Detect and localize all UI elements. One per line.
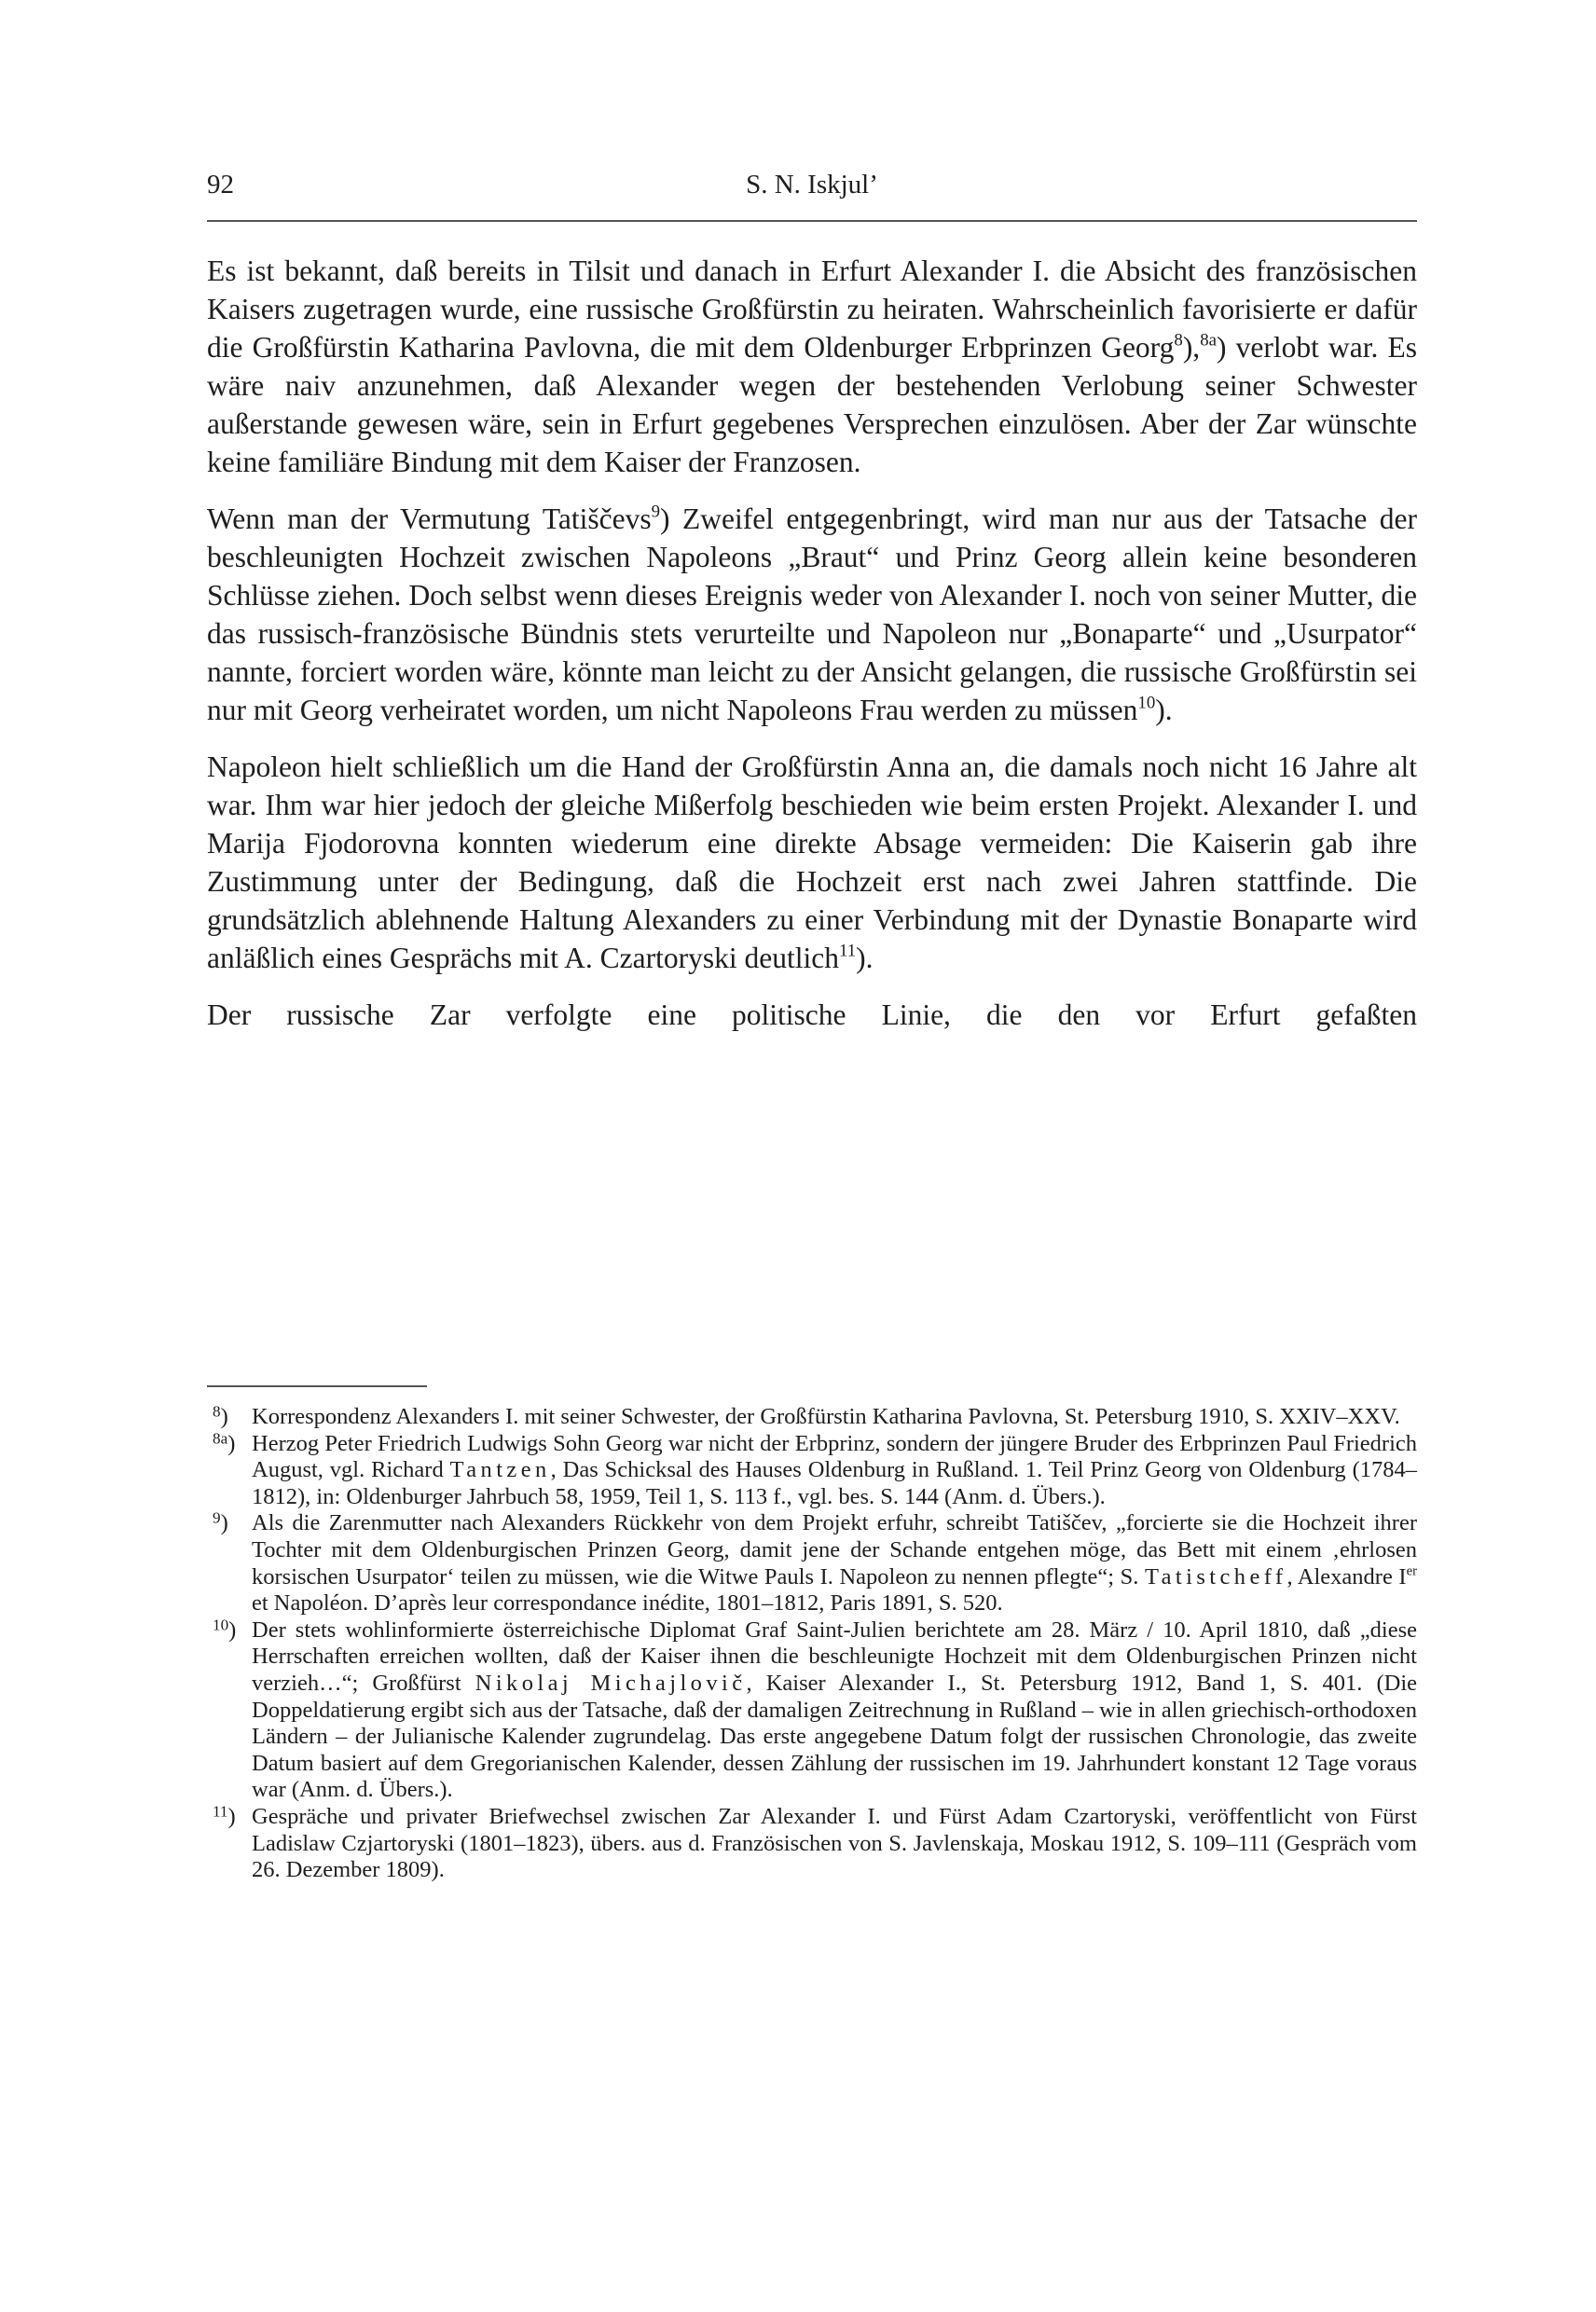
footnote-reference: 8a xyxy=(1200,330,1218,351)
author-name-spaced: Tatistcheff xyxy=(1144,1563,1287,1590)
footnote-reference: 8 xyxy=(1174,330,1183,351)
text-run: ) Zweifel entgegenbringt, wird man nur aus der Tatsache der beschleunigten Hochzeit zwischen Napoleons „Braut“ und Prinz Georg allein keine besonderen Schlüsse ziehen. Doch selbst wenn dieses Ereignis weder von Alexander I. noch von seiner Mutter, die das russisch-französische Bündnis stets verurteilte und Napoleon nur „Bonaparte“ und „Usurpator“ nannte, forciert worden wäre, könnte man leicht zu der Ansicht gelangen, die russische Großfürstin sei nur mit Georg verheiratet worden, um nicht Napoleons Frau werden zu müssen xyxy=(207,502,1417,726)
text-run: Napoleon hielt schließlich um die Hand der Großfürstin Anna an, die damals noch nicht 16 Jahre alt war. Ihm war hier jedoch der gleiche Mißerfolg beschieden wie beim ersten Projekt. Alexander I. und Marija Fjodorovna konnten wiederum eine direkte Absage vermeiden: Die Kaiserin gab ihre Zustimmung unter der Bedingung, daß die Hochzeit erst nach zwei Jahren stattfinde. Die grundsätzlich ablehnende Haltung Alexanders zu einer Verbindung mit der Dynastie Bonaparte wird anläßlich eines Gesprächs mit A. Czartoryski deutlich xyxy=(207,750,1417,974)
footnote-marker: $^{11}$) xyxy=(213,1802,236,1829)
footnote-reference: 11 xyxy=(838,941,857,961)
text-run: Wenn man der Vermutung Tatiščevs xyxy=(207,502,652,535)
text-run: Der russische Zar verfolgte eine politische Linie, die den vor Erfurt gefaßten xyxy=(207,998,1417,1031)
page-number: 92 xyxy=(207,170,234,200)
text-run: et Napoléon. D’après leur correspondance inédite, 1801–1812, Paris 1891, S. 520. xyxy=(252,1590,1003,1617)
footnote-reference: er xyxy=(1406,1563,1417,1579)
running-title: S. N. Iskjul’ xyxy=(746,170,878,200)
footnote-number: 8 xyxy=(213,1402,221,1421)
footnote-number: 8a xyxy=(213,1428,228,1447)
footnote xyxy=(207,1510,1417,1617)
footnote-marker: $^8$) xyxy=(213,1402,228,1429)
footnote-number: 11 xyxy=(213,1802,228,1821)
footnote xyxy=(207,1428,1417,1511)
paragraph xyxy=(207,252,1417,481)
text-run: , Kaiser Alexander I., St. Petersburg 1912, Band 1, S. 401. (Die Doppeldatierung ergibt sich aus der Tatsache, daß der damaligen Zeitrechnung in Rußland – wie in allen griechisch-orthodoxen Ländern – der Julianische Kalender zugrundelag. Das erste angegebene Datum folgt der russischen Chronologie, das zweite Datum basiert auf dem Gregorianischen Kalender, dessen Zählung der russischen im 19. Jahrhundert konstant 12 Tage voraus war (Anm. d. Übers.). xyxy=(252,1670,1417,1803)
text-run: Der stets wohlinformierte österreichische Diplomat Graf Saint-Julien berichtete am 28. März / 10. April 1810, daß „diese Herrschaften erreichen wollten, daß der Kaiser ihnen die beschleunigte Hochzeit mit dem Oldenburgischen Prinzen nicht verzieh…“; Großfürst xyxy=(252,1617,1417,1696)
footnote-marker: $^{8a}$) xyxy=(213,1428,236,1456)
text-run: Es ist bekannt, daß bereits in Tilsit und danach in Erfurt Alexander I. die Absicht des französischen Kaisers zugetragen wurde, eine russische Großfürstin zu heiraten. Wahrscheinlich favorisierte er dafür die Großfürstin Katharina Pavlovna, die mit dem Oldenburger Erbprinzen Georg xyxy=(207,255,1417,364)
footnote-reference: 9 xyxy=(651,502,661,522)
text-run: ). xyxy=(856,942,874,974)
body-text xyxy=(207,252,1417,1053)
text-run: Als die Zarenmutter nach Alexanders Rückkehr von dem Projekt erfuhr, schreibt Tatiščev, „forcierte sie die Hochzeit ihrer Tochter mit dem Oldenburgischen Prinzen Georg, damit jene der Schande entgehen möge, das Bett mit einem ‚ehrlosen korsischen Usurpator‘ teilen zu müssen, wie die Witwe Pauls I. Napoleon zu nennen pflegte“; S. xyxy=(252,1510,1417,1590)
footnotes xyxy=(207,1404,1417,1884)
paragraph xyxy=(207,996,1417,1034)
text-run: Herzog Peter Friedrich Ludwigs Sohn Georg war nicht der Erbprinz, sondern der jüngere Bruder des Erbprinzen Paul Friedrich August, vgl. Richard xyxy=(252,1430,1417,1483)
running-header xyxy=(207,166,1417,203)
text-run: , Das Schicksal des Hauses Oldenburg in Rußland. 1. Teil Prinz Georg von Oldenburg (1784–1812), in: Oldenburger Jahrbuch 58, 1959, Teil 1, S. 113 f., vgl. bes. S. 144 (Anm. d. Übers.). xyxy=(252,1457,1417,1509)
text-run: ), xyxy=(1182,331,1201,364)
footnote-number: 9 xyxy=(213,1508,221,1527)
footnote-reference: 10 xyxy=(1137,693,1156,713)
footnote-marker: $^9$) xyxy=(213,1508,228,1536)
text-run: ) verlobt war. Es wäre naiv anzunehmen, daß Alexander wegen der bestehenden Verlobung seiner Schwester außerstande gewesen wäre, sein in Erfurt gegebenes Versprechen einzulösen. Aber der Zar wünschte keine familiäre Bindung mit dem Kaiser der Franzosen. xyxy=(207,331,1417,478)
paragraph xyxy=(207,748,1417,977)
author-name-spaced: Tantzen xyxy=(449,1457,551,1483)
footnote-marker: $^{10}$) xyxy=(213,1616,237,1643)
footnote-rule xyxy=(207,1385,427,1387)
header-rule xyxy=(207,220,1417,222)
footnote xyxy=(207,1617,1417,1804)
author-name-spaced: Nikolaj Michajlovič xyxy=(475,1670,747,1696)
text-run: , Alexandre I xyxy=(1286,1563,1407,1590)
text-run: Gespräche und privater Briefwechsel zwischen Zar Alexander I. und Fürst Adam Czartoryski, veröffentlicht von Fürst Ladislaw Czjartoryski (1801–1823), übers. aus d. Französischen von S. Javlenskaja, Moskau 1912, S. 109–111 (Gespräch vom 26. Dezember 1809). xyxy=(252,1803,1417,1883)
footnote xyxy=(207,1804,1417,1884)
text-run: Korrespondenz Alexanders I. mit seiner Schwester, der Großfürstin Katharina Pavlovna, St. Petersburg 1910, S. XXIV–XXV. xyxy=(252,1404,1400,1429)
footnote-number: 10 xyxy=(213,1616,229,1634)
paragraph xyxy=(207,500,1417,729)
text-run: ). xyxy=(1155,694,1173,726)
footnote xyxy=(207,1404,1417,1431)
